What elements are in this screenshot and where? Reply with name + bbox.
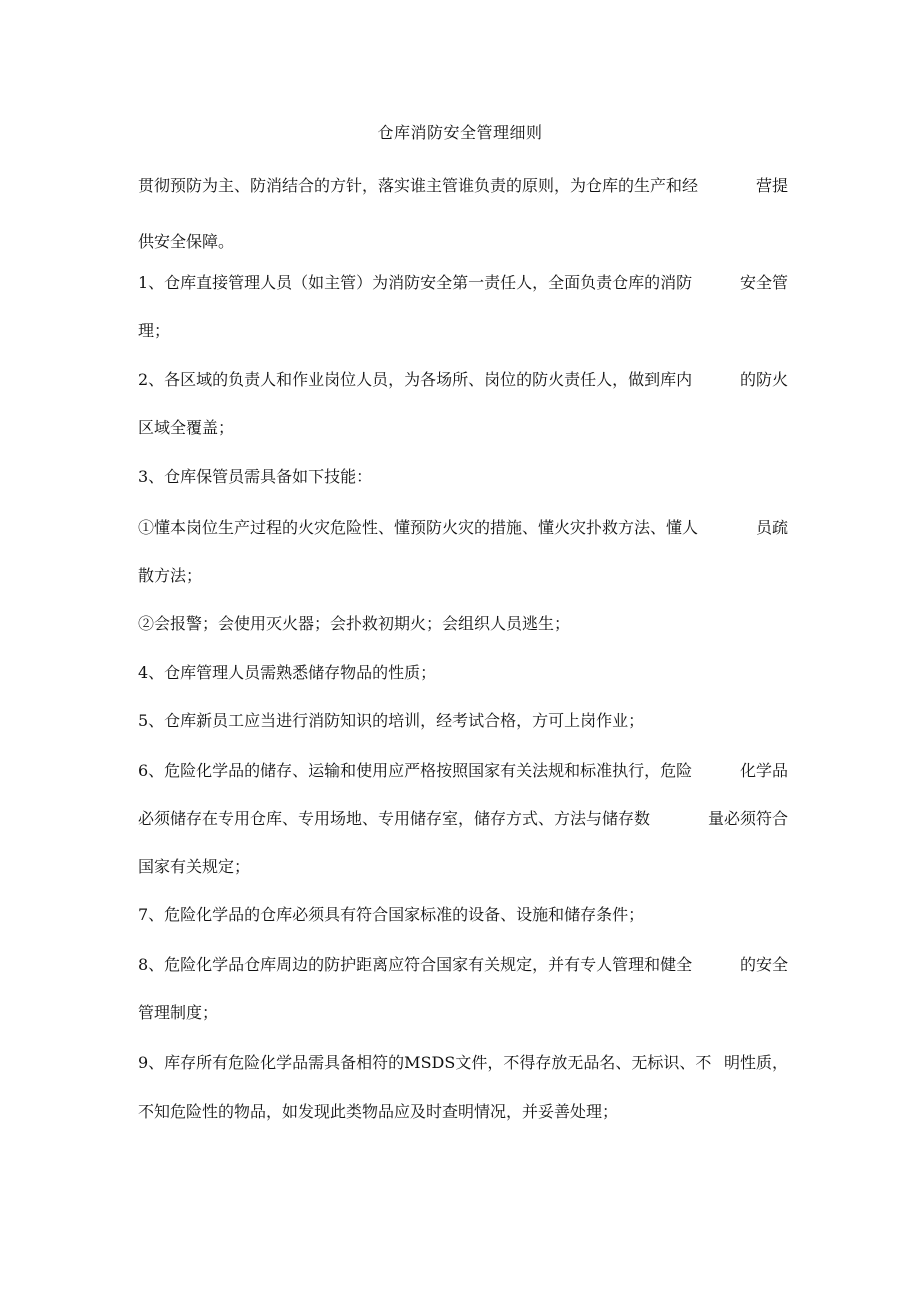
text-segment: 贯彻预防为主、防消结合的方针，落实谁主管谁负责的原则，为仓库的生产和经 (138, 176, 699, 195)
text-segment: 安全管 (739, 273, 788, 292)
paragraph-line: 供安全保障。 (138, 232, 235, 251)
text-segment: 9、库存所有危险化学品需具备相符的MSDS文件，不得存放无品名、无标识、不 (138, 1053, 712, 1072)
text-segment: 化学品 (739, 761, 788, 780)
paragraph-line (138, 808, 788, 830)
paragraph-line: 3、仓库保管员需具备如下技能： (138, 467, 373, 486)
paragraph-line (138, 369, 788, 391)
paragraph-line: 4、仓库管理人员需熟悉储存物品的性质； (138, 663, 437, 682)
paragraph-line: 管理制度； (138, 1003, 219, 1022)
text-segment: 2、各区域的负责人和作业岗位人员，为各场所、岗位的防火责任人，做到库内 (138, 370, 693, 389)
paragraph-line (138, 1052, 788, 1074)
text-segment: 营提 (755, 176, 788, 195)
text-segment: 1、仓库直接管理人员（如主管）为消防安全第一责任人，全面负责仓库的消防 (138, 273, 693, 292)
text-segment: 8、危险化学品仓库周边的防护距离应符合国家有关规定，并有专人管理和健全 (138, 955, 693, 974)
paragraph-line: 国家有关规定； (138, 857, 251, 876)
paragraph-line: ②会报警；会使用灭火器；会扑救初期火；会组织人员逃生； (138, 614, 571, 633)
paragraph-line (138, 760, 788, 782)
text-segment: ①懂本岗位生产过程的火灾危险性、懂预防火灾的措施、懂火灾扑救方法、懂人 (138, 518, 699, 537)
text-segment: 员疏 (755, 518, 788, 537)
text-segment: 的安全 (739, 955, 788, 974)
text-segment: 明性质， (723, 1053, 788, 1072)
paragraph-line (138, 175, 788, 197)
paragraph-line: 7、危险化学品的仓库必须具有符合国家标准的设备、设施和储存条件； (138, 905, 645, 924)
paragraph-line (138, 517, 788, 539)
paragraph-line: 区域全覆盖； (138, 418, 235, 437)
document-title: 仓库消防安全管理细则 (377, 123, 543, 142)
text-segment: 必须储存在专用仓库、专用场地、专用储存室，储存方式、方法与储存数 (138, 809, 651, 828)
paragraph-line: 理； (138, 321, 171, 340)
paragraph-line (138, 954, 788, 976)
paragraph-line: 5、仓库新员工应当进行消防知识的培训，经考试合格，方可上岗作业； (138, 711, 645, 730)
paragraph-line: 不知危险性的物品，如发现此类物品应及时查明情况，并妥善处理； (138, 1102, 619, 1121)
paragraph-line (138, 272, 788, 294)
paragraph-line: 散方法； (138, 566, 203, 585)
text-segment: 的防火 (739, 370, 788, 389)
text-segment: 6、危险化学品的储存、运输和使用应严格按照国家有关法规和标准执行，危险 (138, 761, 693, 780)
text-segment: 量必须符合 (707, 809, 788, 828)
